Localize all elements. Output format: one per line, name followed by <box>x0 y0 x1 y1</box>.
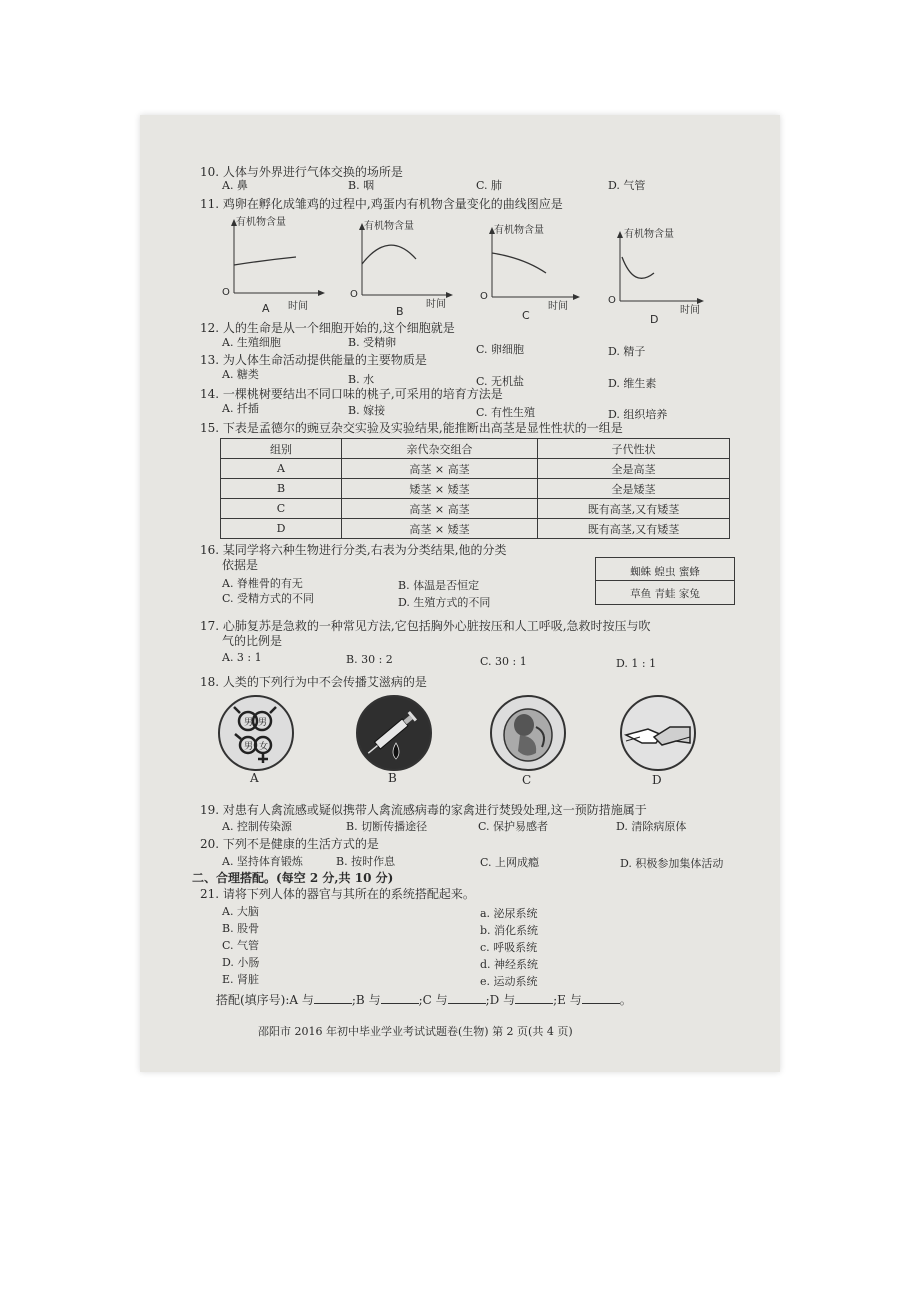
q21-d-with: ;D 与 <box>485 993 516 1007</box>
q19-option-d: D. 清除病原体 <box>616 820 687 833</box>
q18-image-d <box>620 695 696 771</box>
q18-label-b: B <box>388 771 397 785</box>
table-cell: D <box>221 519 342 539</box>
q18-stem: 18. 人类的下列行为中不会传播艾滋病的是 <box>200 675 427 689</box>
q15-table <box>220 438 730 539</box>
q20-stem: 20. 下列不是健康的生活方式的是 <box>200 837 379 851</box>
q10-option-d: D. 气管 <box>608 179 646 192</box>
q17-option-a: A. 3 : 1 <box>222 651 262 664</box>
exam-page <box>140 115 780 1072</box>
q11-ylabel-b: 有机物含量 <box>364 221 414 232</box>
table-cell: 全是高茎 <box>538 459 730 479</box>
q12-option-a: A. 生殖细胞 <box>222 336 281 349</box>
q21-left-item: B. 股骨 <box>222 922 260 935</box>
q11-xlabel-b: 时间 <box>426 299 446 310</box>
q11-label-b: B <box>396 305 404 318</box>
q16-box-divider <box>596 580 734 581</box>
q17-stem-line2: 气的比例是 <box>222 634 283 648</box>
q15-stem: 15. 下表是孟德尔的豌豆杂交实验及实验结果,能推断出高茎是显性性状的一组是 <box>200 421 623 435</box>
q11-graph-d <box>608 227 722 327</box>
q11-label-d: D <box>650 313 659 326</box>
q13-option-a: A. 糖类 <box>222 368 259 381</box>
table-row <box>221 499 730 519</box>
q21-right-item: b. 消化系统 <box>480 924 539 937</box>
q18-label-d: D <box>652 773 662 787</box>
q14-option-b: B. 嫁接 <box>348 404 386 417</box>
q16-stem-line1: 16. 某同学将六种生物进行分类,右表为分类结果,他的分类 <box>200 543 507 557</box>
page-footer: 邵阳市 2016 年初中毕业学业考试试题卷(生物) 第 2 页(共 4 页) <box>258 1025 573 1038</box>
q16-box-row1: 蜘蛛 蝗虫 蜜蜂 <box>630 566 700 578</box>
table-cell: 高茎 × 高茎 <box>342 459 538 479</box>
q10-option-b: B. 咽 <box>348 179 375 192</box>
q21-right-item: e. 运动系统 <box>480 975 538 988</box>
answer-blank-e[interactable] <box>582 993 620 1004</box>
q16-option-a: A. 脊椎骨的有无 <box>222 577 303 590</box>
q20-option-b: B. 按时作息 <box>336 855 396 868</box>
table-cell: 既有高茎,又有矮茎 <box>538 499 730 519</box>
q18-label-a: A <box>250 771 259 785</box>
female-symbol-label: 女 <box>259 742 269 752</box>
q21-c-with: ;C 与 <box>418 993 448 1007</box>
q11-curve-d <box>622 257 654 278</box>
table-row <box>221 479 730 499</box>
q21-right-item: a. 泌尿系统 <box>480 907 538 920</box>
q14-stem: 14. 一棵桃树要结出不同口味的桃子,可采用的培育方法是 <box>200 387 503 401</box>
table-header: 组别 <box>221 439 342 459</box>
q11-curve-b <box>362 245 416 264</box>
q13-option-c: C. 无机盐 <box>476 375 525 388</box>
q16-stem-line2: 依据是 <box>222 558 259 572</box>
q21-e-with: ;E 与 <box>553 993 582 1007</box>
q17-stem-line1: 17. 心肺复苏是急救的一种常见方法,它包括胸外心脏按压和人工呼吸,急救时按压与吹 <box>200 619 651 633</box>
syringe-icon <box>358 697 430 769</box>
q13-option-d: D. 维生素 <box>608 377 657 390</box>
q11-label-c: C <box>522 309 530 322</box>
q11-curve-c <box>492 253 546 273</box>
q16-box-row2: 草鱼 青蛙 家兔 <box>630 588 700 600</box>
table-row <box>221 459 730 479</box>
q16-classification-box <box>595 557 735 605</box>
q11-origin-a: O <box>222 287 230 298</box>
q21-left-item: E. 肾脏 <box>222 973 260 986</box>
q13-stem: 13. 为人体生命活动提供能量的主要物质是 <box>200 353 427 367</box>
answer-blank-a[interactable] <box>314 993 352 1004</box>
q11-graph-c <box>480 223 594 323</box>
table-header: 亲代杂交组合 <box>342 439 538 459</box>
table-row <box>221 519 730 539</box>
male-symbol-label: 男 <box>244 718 254 728</box>
table-cell: 全是矮茎 <box>538 479 730 499</box>
q21-left-item: C. 气管 <box>222 939 260 952</box>
q21-left-item: A. 大脑 <box>222 905 259 918</box>
table-header-row <box>221 439 730 459</box>
q10-stem: 10. 人体与外界进行气体交换的场所是 <box>200 165 403 179</box>
q11-label-a: A <box>262 302 270 315</box>
q20-option-c: C. 上网成瘾 <box>480 856 540 869</box>
q21-left-item: D. 小肠 <box>222 956 260 969</box>
q11-ylabel-d: 有机物含量 <box>624 229 674 240</box>
q21-stem: 21. 请将下列人体的器官与其所在的系统搭配起来。 <box>200 887 475 901</box>
q11-curve-a <box>234 257 296 265</box>
table-cell: 既有高茎,又有矮茎 <box>538 519 730 539</box>
q11-graph-a <box>222 215 336 315</box>
table-cell: 高茎 × 矮茎 <box>342 519 538 539</box>
q11-origin-d: O <box>608 295 616 306</box>
q17-option-d: D. 1 : 1 <box>616 657 657 670</box>
table-cell: A <box>221 459 342 479</box>
table-cell: C <box>221 499 342 519</box>
q12-stem: 12. 人的生命是从一个细胞开始的,这个细胞就是 <box>200 321 455 335</box>
q11-graph-b <box>350 219 464 319</box>
q14-option-d: D. 组织培养 <box>608 408 668 421</box>
q18-image-c <box>490 695 566 771</box>
q12-option-c: C. 卵细胞 <box>476 343 525 356</box>
q18-label-c: C <box>522 773 532 787</box>
q21-answer-prefix: 搭配(填序号):A 与 <box>216 993 314 1007</box>
q21-right-item: c. 呼吸系统 <box>480 941 538 954</box>
q16-option-b: B. 体温是否恒定 <box>398 579 480 592</box>
q14-option-c: C. 有性生殖 <box>476 406 536 419</box>
table-cell: B <box>221 479 342 499</box>
table-cell: 高茎 × 高茎 <box>342 499 538 519</box>
q20-option-d: D. 积极参加集体活动 <box>620 857 724 870</box>
table-cell: 矮茎 × 矮茎 <box>342 479 538 499</box>
q17-option-b: B. 30 : 2 <box>346 653 393 666</box>
q18-image-a <box>218 695 294 771</box>
q21-b-with: ;B 与 <box>351 993 381 1007</box>
q19-stem: 19. 对患有人禽流感或疑似携带人禽流感病毒的家禽进行焚毁处理,这一预防措施属于 <box>200 803 647 817</box>
q11-ylabel-c: 有机物含量 <box>494 225 544 236</box>
q12-option-b: B. 受精卵 <box>348 336 397 349</box>
q14-option-a: A. 扦插 <box>222 402 259 415</box>
q19-option-b: B. 切断传播途径 <box>346 820 428 833</box>
q11-origin-b: O <box>350 289 358 300</box>
q11-ylabel-a: 有机物含量 <box>236 217 286 228</box>
q11-xlabel-d: 时间 <box>680 305 700 316</box>
q21-right-item: d. 神经系统 <box>480 958 539 971</box>
q19-option-c: C. 保护易感者 <box>478 820 549 833</box>
gender-symbols-icon <box>220 697 292 769</box>
q20-option-a: A. 坚持体育锻炼 <box>222 855 303 868</box>
q21-answer-line <box>216 993 632 1007</box>
section-2-title: 二、合理搭配。(每空 2 分,共 10 分) <box>192 871 394 885</box>
q16-option-d: D. 生殖方式的不同 <box>398 596 491 609</box>
table-header: 子代性状 <box>538 439 730 459</box>
q10-option-a: A. 鼻 <box>222 179 248 192</box>
q13-option-b: B. 水 <box>348 373 375 386</box>
male-symbol-label: 男 <box>258 718 268 728</box>
answer-blank-c[interactable] <box>448 993 486 1004</box>
q11-origin-c: O <box>480 291 488 302</box>
q11-xlabel-c: 时间 <box>548 301 568 312</box>
fetus-icon <box>492 697 564 769</box>
answer-blank-d[interactable] <box>515 993 553 1004</box>
q11-xlabel-a: 时间 <box>288 301 308 312</box>
q12-option-d: D. 精子 <box>608 345 646 358</box>
q18-image-b <box>356 695 432 771</box>
q11-stem: 11. 鸡卵在孵化成雏鸡的过程中,鸡蛋内有机物含量变化的曲线图应是 <box>200 197 563 211</box>
q17-option-c: C. 30 : 1 <box>480 655 527 668</box>
q19-option-a: A. 控制传染源 <box>222 820 292 833</box>
male-symbol-label: 男 <box>244 742 254 752</box>
q21-end: 。 <box>619 993 632 1007</box>
q10-option-c: C. 肺 <box>476 179 503 192</box>
answer-blank-b[interactable] <box>381 993 419 1004</box>
handshake-icon <box>622 697 694 769</box>
q16-option-c: C. 受精方式的不同 <box>222 592 315 605</box>
